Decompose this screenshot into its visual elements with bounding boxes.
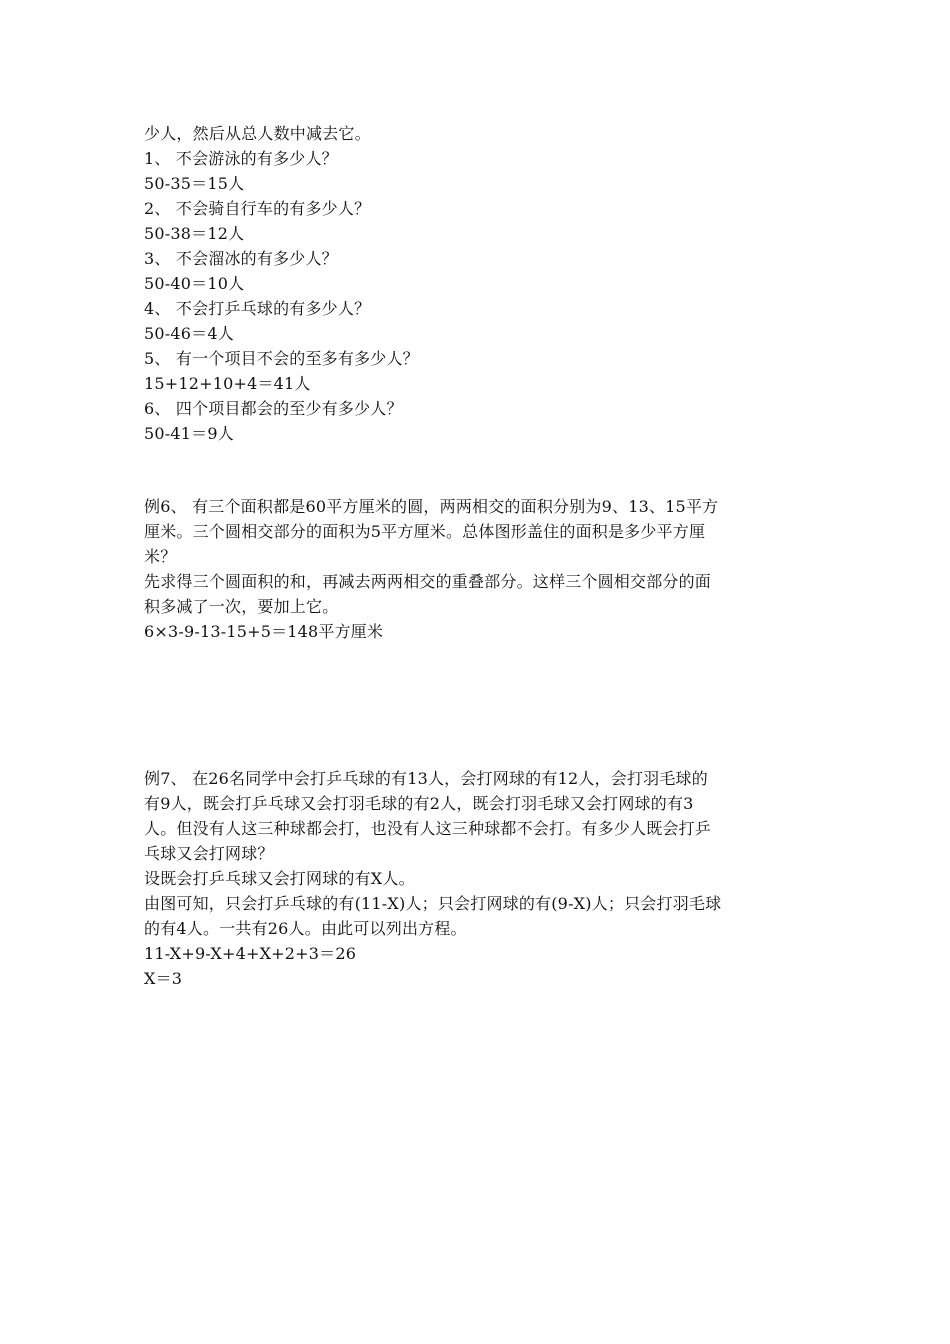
example7-setup: 设既会打乒乓球又会打网球的有X人。 [144,869,415,888]
example6-problem-line-1: 例6、 有三个面积都是60平方厘米的圆，两两相交的面积分别为9、13、15平方 [144,497,719,516]
example7-problem-line-2: 有9人，既会打乒乓球又会打羽毛球的有2人，既会打羽毛球又会打网球的有3 [144,794,694,813]
question-1: 1、 不会游泳的有多少人？ [144,149,338,168]
question-5: 5、 有一个项目不会的至多有多少人？ [144,349,419,368]
section1-intro: 少人，然后从总人数中减去它。 [144,124,371,143]
example7-problem-line-4: 乓球又会打网球？ [144,844,274,863]
example6-solution-line-2: 积多减了一次，要加上它。 [144,597,339,616]
question-2: 2、 不会骑自行车的有多少人？ [144,199,371,218]
example7-equation: 11-X+9-X+4+X+2+3＝26 [144,944,357,963]
answer-1: 50-35＝15人 [144,174,245,193]
answer-6: 50-41＝9人 [144,424,234,443]
example6-solution-line-1: 先求得三个圆面积的和，再减去两两相交的重叠部分。这样三个圆相交部分的面 [144,572,712,591]
example6-problem-line-3: 米？ [144,547,177,566]
answer-2: 50-38＝12人 [144,224,245,243]
example7-problem-line-1: 例7、 在26名同学中会打乒乓球的有13人，会打网球的有12人，会打羽毛球的 [144,769,708,788]
example6-formula: 6×3-9-13-15+5＝148平方厘米 [144,622,384,641]
example7-reasoning-line-1: 由图可知，只会打乒乓球的有(11-X)人；只会打网球的有(9-X)人；只会打羽毛球 [144,894,722,913]
question-3: 3、 不会溜冰的有多少人？ [144,249,338,268]
example7-result: X＝3 [144,969,183,988]
answer-5: 15+12+10+4＝41人 [144,374,311,393]
example6-problem-line-2: 厘米。三个圆相交部分的面积为5平方厘米。总体图形盖住的面积是多少平方厘 [144,522,706,541]
example7-problem-line-3: 人。但没有人这三种球都会打，也没有人这三种球都不会打。有多少人既会打乒 [144,819,712,838]
question-6: 6、 四个项目都会的至少有多少人？ [144,399,403,418]
answer-3: 50-40＝10人 [144,274,245,293]
example7-reasoning-line-2: 的有4人。一共有26人。由此可以列出方程。 [144,919,467,938]
answer-4: 50-46＝4人 [144,324,234,343]
question-4: 4、 不会打乒乓球的有多少人？ [144,299,371,318]
